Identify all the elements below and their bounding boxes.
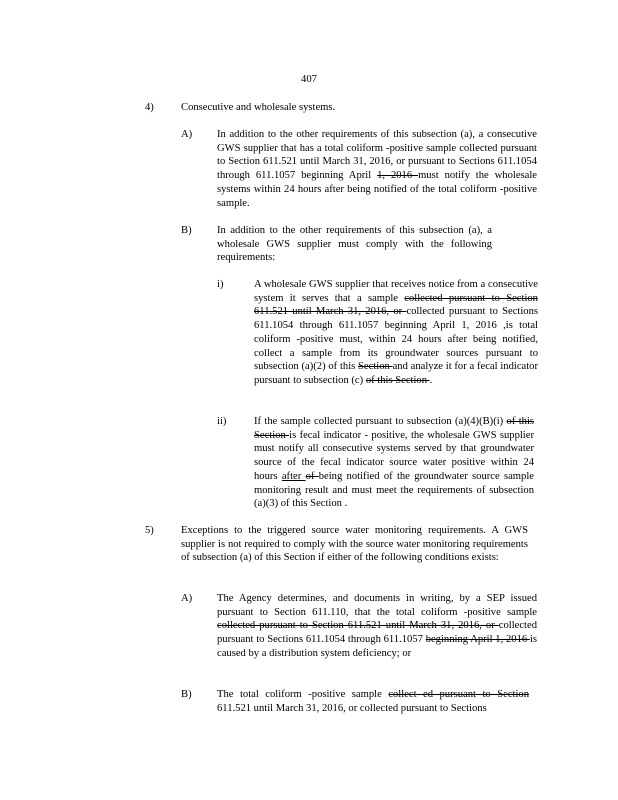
struck-text: collect ed pursuant to Section xyxy=(388,689,529,700)
item-4a-paragraph xyxy=(217,128,537,210)
item-5-label: 5) xyxy=(145,525,154,536)
text-segment: The Agency determines, and documents in writing, by a SEP issued pursuant to Section 611.110, that the total coliform -positive sample xyxy=(217,593,537,618)
item-5b-label: B) xyxy=(181,689,192,700)
struck-text: beginning April 1, 2016 xyxy=(425,634,530,646)
text-segment: and analyze it for a fecal indicator pursuant to subsection (c) xyxy=(254,361,538,386)
item-4-title: Consecutive and wholesale systems. xyxy=(181,102,336,113)
text-segment: 611.521 until March 31, 2016, or collected pursuant to Sections xyxy=(217,702,487,714)
inserted-text: after xyxy=(281,470,306,482)
text-segment: must notify the wholesale systems within 24 hours after being notified of the total coliform -positive sample. xyxy=(217,170,538,209)
text-segment: The total coliform -positive sample xyxy=(217,689,389,700)
item-4b-paragraph: In addition to the other requirements of this subsection (a), a wholesale GWS supplier must comply with the following requirements: xyxy=(217,225,492,264)
page-number: 407 xyxy=(301,74,317,85)
item-5a-paragraph xyxy=(217,592,537,661)
item-4a-label: A) xyxy=(181,129,193,140)
item-4bii-paragraph xyxy=(254,415,534,511)
struck-text: of this Section xyxy=(365,374,430,386)
text-segment: A wholesale GWS supplier that receives notice from a consecutive system it serves that a sample xyxy=(254,279,538,304)
struck-text: of this Section xyxy=(254,416,535,441)
text-segment: being notified of the groundwater source sample monitoring result and must meet the requirements of subsection (a)(3) of this Section . xyxy=(254,470,534,510)
struck-text: collected pursuant to Section 611.521 until March 31, 2016, or xyxy=(217,620,499,632)
item-4bi-paragraph xyxy=(254,278,538,388)
text-segment: In addition to the other requirements of this subsection (a), a consecutive GWS supplier that has a total coliform -positive sample collected pursuant to Section 611.521 until March 31, 2016, or pursuant to Sections 611.1054 through 611.1057 beginning April xyxy=(217,129,537,182)
text-segment: If the sample collected pursuant to subsection (a)(4)(B)(i) xyxy=(254,416,507,427)
struck-text: of xyxy=(305,470,319,482)
struck-text: Section xyxy=(358,361,393,373)
text-segment: collected pursuant to Sections 611.1054 through 611.1057 beginning April 1, 2016 ,is total coliform -positive must, within 24 hours after being notified, collect a sample from its groundwater sources pursuant to subsection (a)(2) of this xyxy=(254,306,538,373)
struck-text: collected pursuant to Section 611.521 until March 31, 2016, or xyxy=(254,292,538,318)
item-4-label: 4) xyxy=(145,102,154,113)
struck-text: 1, 2016 xyxy=(377,170,419,182)
text-segment: . xyxy=(429,374,433,386)
item-4b-label: B) xyxy=(181,225,192,236)
text-segment: collected pursuant to Sections 611.1054 through 611.1057 xyxy=(217,620,537,646)
item-5b-paragraph xyxy=(217,688,529,715)
item-5a-label: A) xyxy=(181,593,193,604)
item-4bi-label: i) xyxy=(217,279,224,290)
text-segment: is fecal indicator - positive, the wholesale GWS supplier must notify all consecutive systems served by that groundwater source of the fecal indicator source water positive within 24 hours xyxy=(254,429,534,482)
text-segment: is caused by a distribution system deficiency; or xyxy=(217,634,538,659)
item-5-paragraph: Exceptions to the triggered source water monitoring requirements. A GWS supplier is not required to comply with the source water monitoring requirements of subsection (a) of this Section if either of the following conditions exists: xyxy=(181,525,528,564)
item-4bii-label: ii) xyxy=(217,416,227,427)
